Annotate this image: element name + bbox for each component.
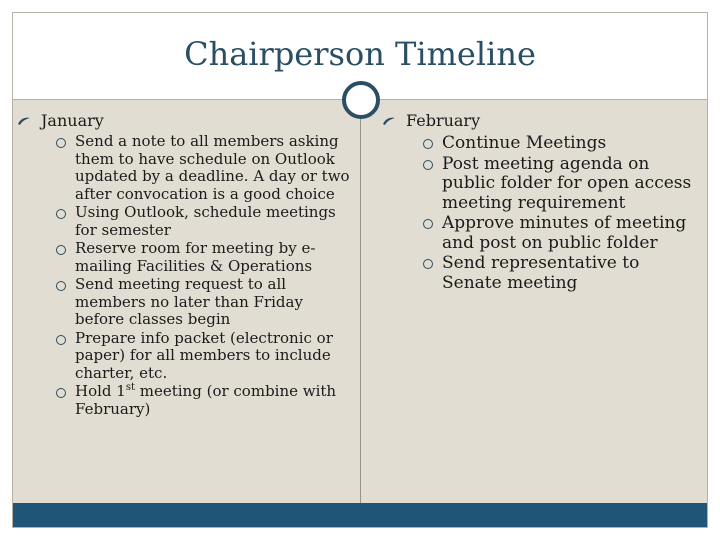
circle-bullet-icon <box>423 219 433 229</box>
january-column <box>17 111 351 418</box>
column-divider <box>360 99 361 503</box>
slide <box>12 12 708 528</box>
circle-bullet-icon <box>56 281 66 291</box>
circle-bullet-icon <box>423 160 433 170</box>
list-item: Reserve room for meeting by e-mailing Facilities & Operations <box>17 240 351 275</box>
circle-bullet-icon <box>423 139 433 149</box>
circle-bullet-icon <box>56 209 66 219</box>
list-item: Post meeting agenda on public folder for open access meeting requirement <box>384 155 704 214</box>
list-item: Hold 1st meeting (or combine with February) <box>17 383 351 418</box>
list-item: Send a note to all members asking them to have schedule on Outlook updated by a deadline. A day or two after convocation is a good choice <box>17 133 351 203</box>
slide-title: Chairperson Timeline <box>184 35 536 73</box>
circle-bullet-icon <box>423 259 433 269</box>
list-item: Send representative to Senate meeting <box>384 254 704 293</box>
february-column <box>384 111 704 293</box>
circle-bullet-icon <box>56 138 66 148</box>
swoosh-bullet-icon <box>382 116 396 126</box>
list-item: Using Outlook, schedule meetings for semester <box>17 204 351 239</box>
february-heading: February <box>370 111 704 131</box>
circle-bullet-icon <box>56 335 66 345</box>
footer-bar <box>13 503 707 527</box>
circle-bullet-icon <box>56 388 66 398</box>
list-item: Approve minutes of meeting and post on public folder <box>384 214 704 253</box>
list-item: Prepare info packet (electronic or paper) for all members to include charter, etc. <box>17 330 351 383</box>
circle-bullet-icon <box>56 245 66 255</box>
list-item: Send meeting request to all members no later than Friday before classes begin <box>17 276 351 329</box>
january-heading: January <box>5 111 351 131</box>
list-item: Continue Meetings <box>384 134 704 154</box>
swoosh-bullet-icon <box>17 116 31 126</box>
